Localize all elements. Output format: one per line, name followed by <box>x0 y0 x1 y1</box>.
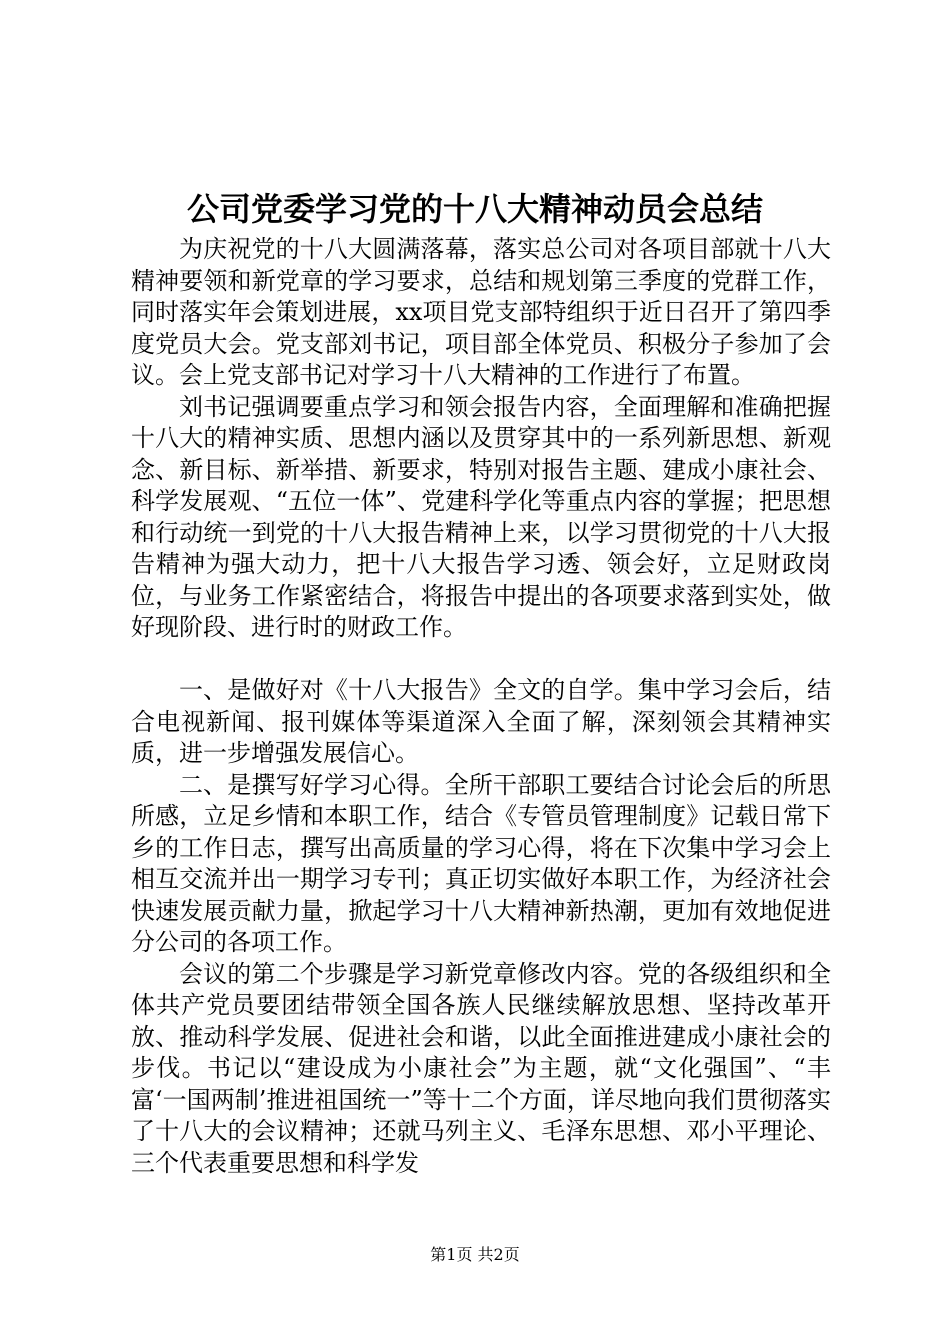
page-footer: 第1页 共2页 <box>430 1245 520 1264</box>
paragraph-second-step: 会议的第二个步骤是学习新党章修改内容。党的各级组织和全体共产党员要团结带领全国各族人民继续解放思想、坚持改革开放、推动科学发展、促进社会和谐，以此全面推进建成小康社会的步伐。书记以“建设成为小康社会”为主题，就“文化强国”、“丰富‘一国两制’推进祖国统一”等十二个方面，详尽地向我们贯彻落实了十八大的会议精神；还就马列主义、毛泽东思想、邓小平理论、三个代表重要思想和科学发 <box>131 959 831 1177</box>
paragraph-item-one: 一、是做好对《十八大报告》全文的自学。集中学习会后，结合电视新闻、报刊媒体等渠道深入全面了解，深刻领会其精神实质，进一步增强发展信心。 <box>131 676 831 767</box>
document-title: 公司党委学习党的十八大精神动员会总结 <box>186 190 763 228</box>
paragraph-intro: 为庆祝党的十八大圆满落幕，落实总公司对各项目部就十八大精神要领和新党章的学习要求，总结和规划第三季度的党群工作，同时落实年会策划进展，xx项目党支部特组织于近日召开了第四季度党员大会。党支部刘书记，项目部全体党员、积极分子参加了会议。会上党支部书记对学习十八大精神的工作进行了布置。 <box>131 235 831 389</box>
paragraph-secretary-emphasis: 刘书记强调要重点学习和领会报告内容，全面理解和准确把握十八大的精神实质、思想内涵以及贯穿其中的一系列新思想、新观念、新目标、新举措、新要求，特别对报告主题、建成小康社会、科学发展观、“五位一体”、党建科学化等重点内容的掌握；把思想和行动统一到党的十八大报告精神上来，以学习贯彻党的十八大报告精神为强大动力，把十八大报告学习透、领会好，立足财政岗位，与业务工作紧密结合，将报告中提出的各项要求落到实处，做好现阶段、进行时的财政工作。 <box>131 392 831 641</box>
paragraph-item-two: 二、是撰写好学习心得。全所干部职工要结合讨论会后的所思所感，立足乡情和本职工作，结合《专管员管理制度》记载日常下乡的工作日志，撰写出高质量的学习心得，将在下次集中学习会上相互交流并出一期学习专刊；真正切实做好本职工作，为经济社会快速发展贡献力量，掀起学习十八大精神新热潮，更加有效地促进分公司的各项工作。 <box>131 770 831 956</box>
document-body <box>131 234 831 1179</box>
